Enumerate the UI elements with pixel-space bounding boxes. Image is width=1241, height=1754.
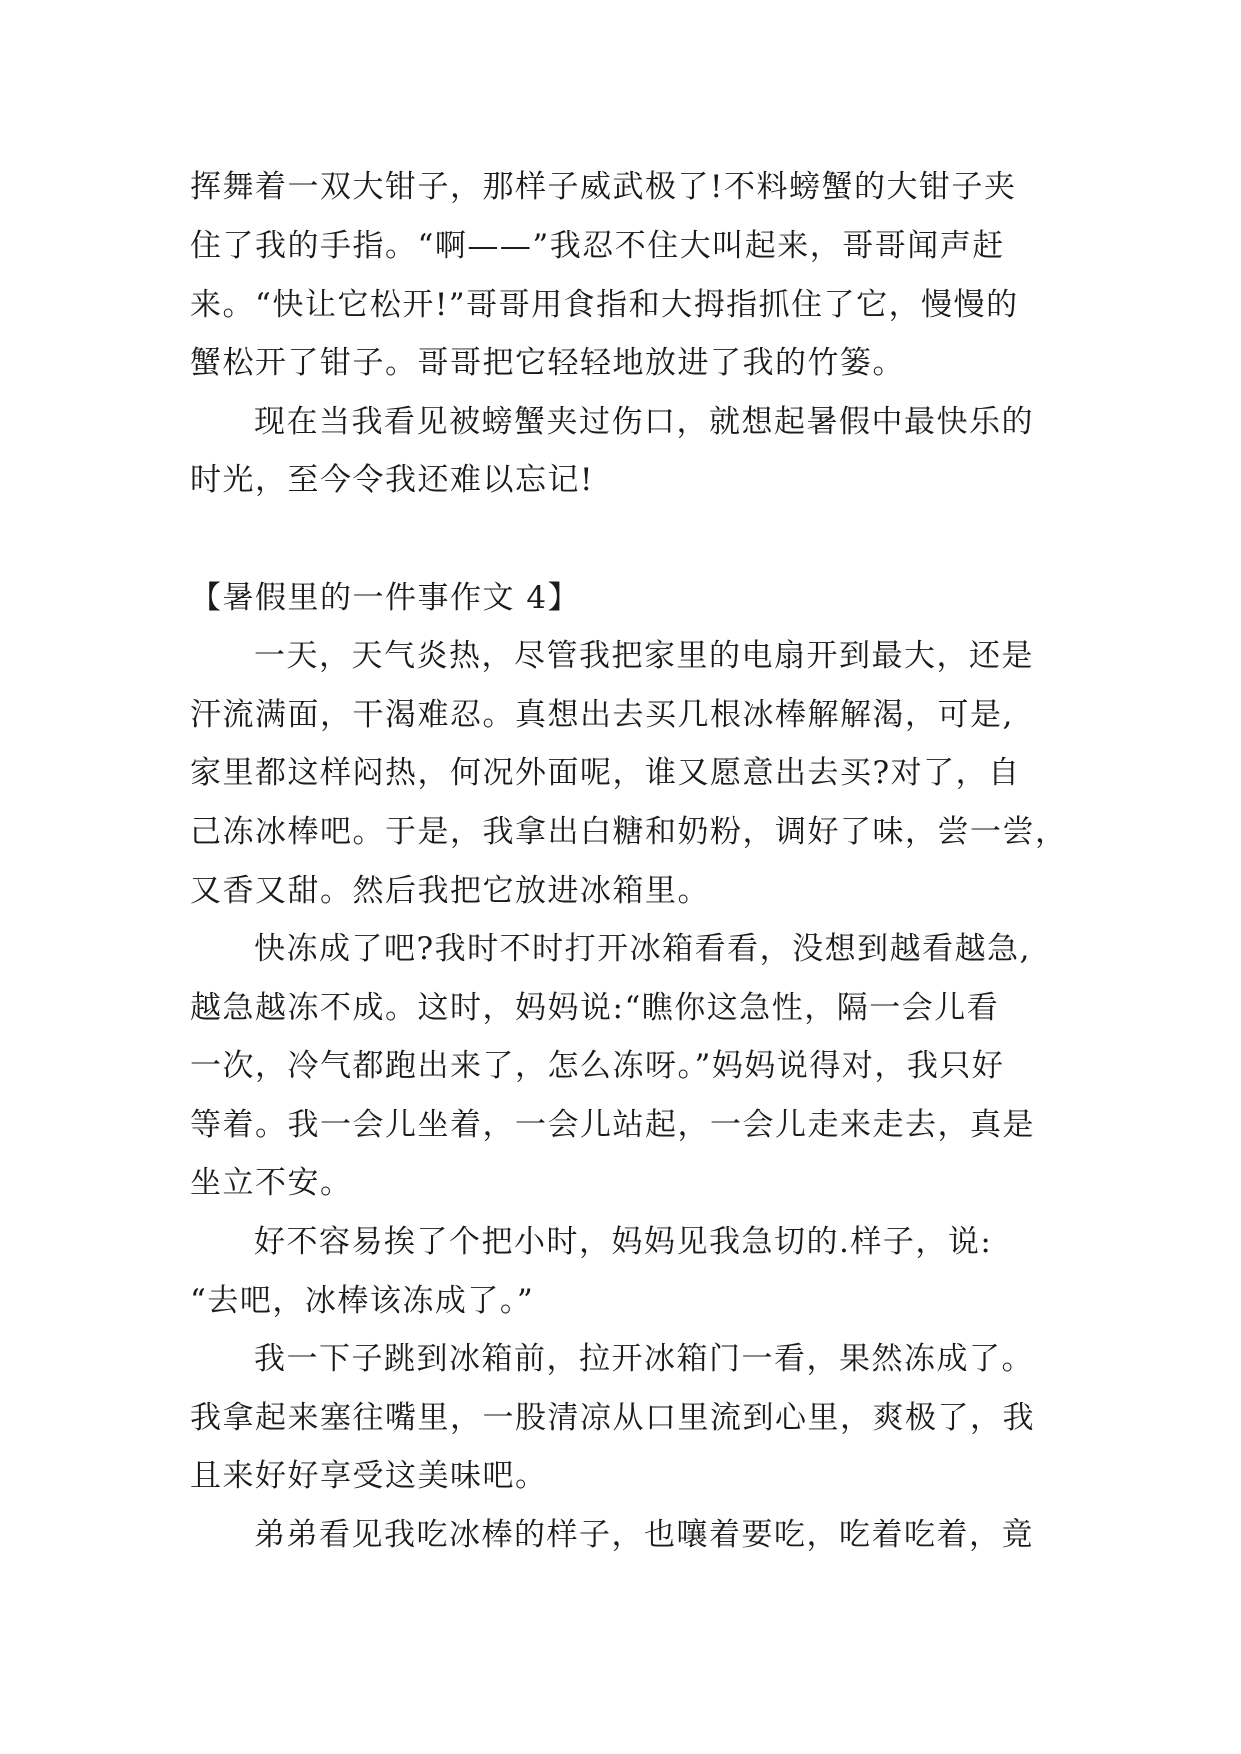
- section-heading: 【暑假里的一件事作文 4】: [190, 580, 581, 616]
- text-line: 一天，天气炎热，尽管我把家里的电扇开到最大，还是: [254, 638, 1034, 674]
- text-line: 一次，冷气都跑出来了，怎么冻呀。”妈妈说得对，我只好: [190, 1048, 1005, 1084]
- text-line: 家里都这样闷热，何况外面呢，谁又愿意出去买?对了，自: [190, 755, 1021, 791]
- text-line: 等着。我一会儿坐着，一会儿站起，一会儿走来走去，真是: [190, 1107, 1035, 1143]
- text-line: 且来好好享受这美味吧。: [190, 1458, 548, 1494]
- text-line: 蟹松开了钳子。哥哥把它轻轻地放进了我的竹篓。: [190, 345, 905, 381]
- text-line: 己冻冰棒吧。于是，我拿出白糖和奶粉，调好了味，尝一尝，: [190, 814, 1068, 850]
- text-line: 我拿起来塞往嘴里，一股清凉从口里流到心里，爽极了，我: [190, 1400, 1035, 1436]
- text-line: 弟弟看见我吃冰棒的样子，也嚷着要吃，吃着吃着，竟: [254, 1517, 1034, 1553]
- text-line: 汗流满面，干渴难忍。真想出去买几根冰棒解解渴，可是,: [190, 697, 1014, 733]
- text-line: 我一下子跳到冰箱前，拉开冰箱门一看，果然冻成了。: [254, 1341, 1034, 1377]
- text-line: 快冻成了吧?我时不时打开冰箱看看，没想到越看越急,: [254, 931, 1031, 967]
- text-line: 住了我的手指。“啊——”我忍不住大叫起来，哥哥闻声赶: [190, 228, 1005, 264]
- text-line: 时光，至今令我还难以忘记!: [190, 462, 594, 498]
- text-line: 越急越冻不成。这时，妈妈说:“瞧你这急性，隔一会儿看: [190, 990, 1000, 1026]
- text-line: “去吧，冰棒该冻成了。”: [190, 1283, 535, 1319]
- text-line: 坐立不安。: [190, 1165, 353, 1201]
- text-line: 挥舞着一双大钳子，那样子威武极了!不料螃蟹的大钳子夹: [190, 169, 1017, 205]
- text-line: 又香又甜。然后我把它放进冰箱里。: [190, 873, 710, 909]
- text-line: 好不容易挨了个把小时，妈妈见我急切的.样子，说:: [254, 1224, 993, 1260]
- text-line: 来。“快让它松开!”哥哥用食指和大拇指抓住了它，慢慢的: [190, 287, 1019, 323]
- text-line: 现在当我看见被螃蟹夹过伤口，就想起暑假中最快乐的: [254, 404, 1034, 440]
